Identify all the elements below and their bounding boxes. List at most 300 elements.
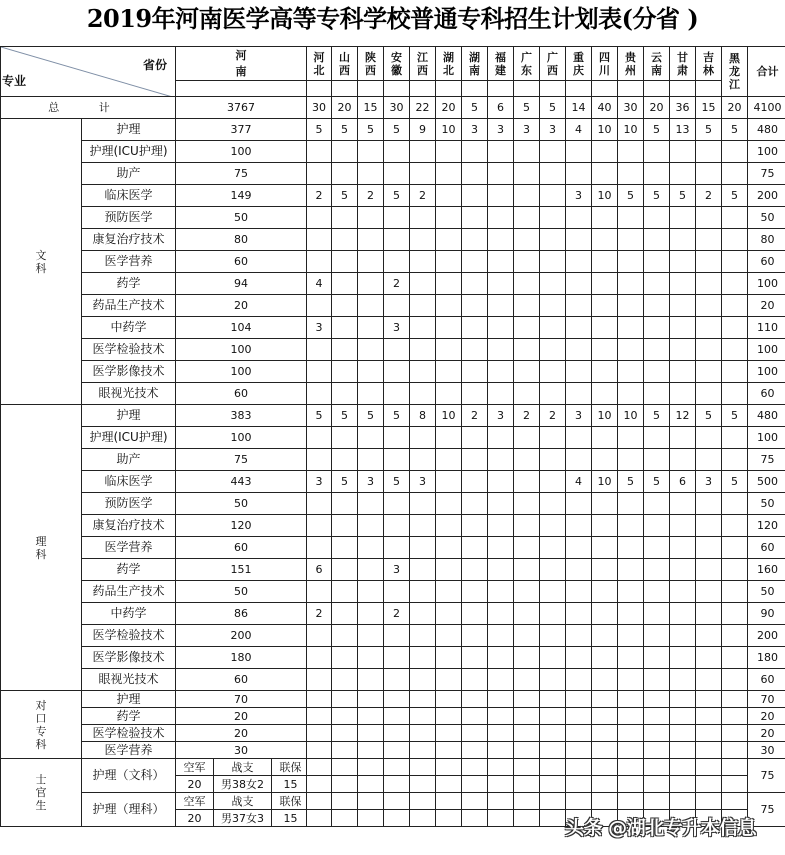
province-quota — [540, 207, 566, 229]
province-quota: 5 — [307, 405, 332, 427]
major-name: 护理(ICU护理) — [82, 427, 176, 449]
province-name: 湖南 — [469, 50, 480, 77]
header-province-sub — [410, 81, 436, 97]
province-name: 贵州 — [625, 50, 636, 77]
province-quota: 3 — [514, 119, 540, 141]
province-quota — [592, 691, 618, 708]
province-quota — [436, 339, 462, 361]
province-quota — [566, 141, 592, 163]
province-quota — [514, 742, 540, 759]
province-name: 甘肃 — [677, 50, 688, 77]
table-row — [1, 559, 785, 581]
page-title: 2019年河南医学高等专科学校普通专科招生计划表(分省 ) — [86, 4, 699, 33]
province-quota — [644, 229, 670, 251]
province-quota — [618, 383, 644, 405]
province-quota — [644, 383, 670, 405]
province-quota — [722, 669, 748, 691]
province-quota — [358, 625, 384, 647]
header-province — [384, 47, 410, 81]
province-quota — [644, 295, 670, 317]
province-quota: 5 — [696, 119, 722, 141]
province-quota — [307, 427, 332, 449]
province-quota — [722, 776, 748, 793]
province-quota — [670, 581, 696, 603]
province-quota: 2 — [410, 185, 436, 207]
province-quota — [332, 725, 358, 742]
province-quota: 9 — [410, 119, 436, 141]
province-quota: 5 — [384, 119, 410, 141]
grand-total-province: 6 — [488, 97, 514, 119]
major-name: 护理（文科） — [82, 759, 176, 793]
province-quota — [618, 559, 644, 581]
province-quota: 5 — [384, 471, 410, 493]
henan-quota: 383 — [176, 405, 307, 427]
province-quota — [436, 776, 462, 793]
table-row — [1, 229, 785, 251]
province-quota — [436, 515, 462, 537]
province-quota — [722, 537, 748, 559]
province-quota — [332, 625, 358, 647]
major-name: 医学影像技术 — [82, 361, 176, 383]
province-quota — [540, 810, 566, 827]
major-name: 护理 — [82, 119, 176, 141]
province-quota — [644, 317, 670, 339]
province-quota: 6 — [307, 559, 332, 581]
province-quota — [436, 559, 462, 581]
province-quota — [436, 647, 462, 669]
province-quota — [566, 625, 592, 647]
province-quota — [462, 361, 488, 383]
province-quota — [696, 295, 722, 317]
province-name: 福建 — [495, 50, 506, 77]
province-quota: 3 — [696, 471, 722, 493]
province-quota — [592, 427, 618, 449]
province-name: 黑龙江 — [729, 52, 740, 91]
province-quota — [644, 427, 670, 449]
table-row — [1, 537, 785, 559]
major-axis-label: 专业 — [2, 74, 27, 88]
province-quota — [696, 537, 722, 559]
province-quota — [696, 708, 722, 725]
province-quota — [566, 317, 592, 339]
header-province — [566, 47, 592, 81]
province-quota — [592, 537, 618, 559]
province-quota — [358, 207, 384, 229]
province-quota — [410, 251, 436, 273]
province-quota — [540, 361, 566, 383]
row-total: 50 — [748, 581, 785, 603]
province-quota — [566, 776, 592, 793]
province-quota — [488, 725, 514, 742]
province-quota — [307, 339, 332, 361]
province-quota — [514, 251, 540, 273]
province-quota: 5 — [384, 405, 410, 427]
province-quota — [384, 207, 410, 229]
major-name: 医学营养 — [82, 537, 176, 559]
province-quota — [644, 708, 670, 725]
province-quota — [488, 793, 514, 810]
province-quota — [488, 383, 514, 405]
province-quota — [540, 725, 566, 742]
province-quota — [332, 361, 358, 383]
province-quota — [592, 647, 618, 669]
province-quota: 4 — [566, 471, 592, 493]
province-quota — [384, 691, 410, 708]
province-quota — [358, 449, 384, 471]
henan-quota: 104 — [176, 317, 307, 339]
province-quota — [307, 229, 332, 251]
grand-total-province: 36 — [670, 97, 696, 119]
grand-total-henan: 3767 — [176, 97, 307, 119]
province-quota — [307, 793, 332, 810]
province-quota — [514, 383, 540, 405]
province-quota — [332, 691, 358, 708]
category-cell — [1, 119, 82, 405]
province-quota — [358, 273, 384, 295]
province-quota — [358, 163, 384, 185]
province-quota — [384, 163, 410, 185]
province-quota — [488, 603, 514, 625]
province-quota — [618, 581, 644, 603]
province-quota — [670, 515, 696, 537]
henan-quota: 100 — [176, 361, 307, 383]
category-cell — [1, 759, 82, 827]
province-quota: 5 — [722, 471, 748, 493]
province-quota — [358, 708, 384, 725]
province-quota — [722, 383, 748, 405]
header-province-sub — [618, 81, 644, 97]
province-quota — [307, 515, 332, 537]
province-quota — [358, 493, 384, 515]
province-quota — [644, 515, 670, 537]
province-quota — [696, 339, 722, 361]
province-quota — [332, 793, 358, 810]
province-quota — [722, 361, 748, 383]
province-quota — [618, 742, 644, 759]
branch-value: 15 — [283, 811, 298, 825]
province-quota — [566, 493, 592, 515]
province-quota — [722, 295, 748, 317]
province-quota — [436, 383, 462, 405]
province-quota — [307, 251, 332, 273]
grand-total-province: 5 — [540, 97, 566, 119]
henan-quota: 60 — [176, 537, 307, 559]
province-quota — [514, 581, 540, 603]
province-quota: 5 — [722, 185, 748, 207]
province-quota — [488, 229, 514, 251]
province-quota: 6 — [670, 471, 696, 493]
province-quota — [462, 207, 488, 229]
province-quota — [644, 581, 670, 603]
province-quota — [696, 251, 722, 273]
table-row — [1, 119, 785, 141]
province-quota — [644, 759, 670, 776]
province-quota — [410, 603, 436, 625]
province-quota — [618, 317, 644, 339]
province-quota — [540, 793, 566, 810]
major-name: 临床医学 — [82, 185, 176, 207]
province-quota — [592, 493, 618, 515]
province-quota — [696, 759, 722, 776]
province-quota — [307, 537, 332, 559]
province-quota — [358, 295, 384, 317]
row-total: 50 — [748, 207, 785, 229]
major-name: 临床医学 — [82, 471, 176, 493]
province-quota — [696, 581, 722, 603]
province-quota — [410, 759, 436, 776]
province-quota — [332, 251, 358, 273]
table-row — [1, 361, 785, 383]
province-quota — [384, 383, 410, 405]
province-quota — [696, 669, 722, 691]
province-quota — [592, 229, 618, 251]
province-quota — [462, 339, 488, 361]
province-quota — [514, 207, 540, 229]
table-row — [1, 708, 785, 725]
province-axis-label: 省份 — [142, 58, 167, 72]
province-quota: 5 — [332, 471, 358, 493]
major-name: 药学 — [82, 708, 176, 725]
province-quota — [670, 449, 696, 471]
table-row — [1, 383, 785, 405]
province-quota — [462, 759, 488, 776]
province-quota — [462, 776, 488, 793]
province-quota — [670, 251, 696, 273]
row-total: 100 — [748, 141, 785, 163]
province-quota — [307, 207, 332, 229]
province-quota — [566, 581, 592, 603]
province-quota — [540, 251, 566, 273]
major-name: 中药学 — [82, 603, 176, 625]
major-name: 药品生产技术 — [82, 295, 176, 317]
province-quota — [307, 725, 332, 742]
province-quota — [618, 691, 644, 708]
henan-quota: 443 — [176, 471, 307, 493]
header-province — [514, 47, 540, 81]
province-quota — [722, 207, 748, 229]
header-province — [462, 47, 488, 81]
province-quota — [358, 361, 384, 383]
header-province — [722, 47, 748, 97]
province-quota — [540, 647, 566, 669]
province-quota — [358, 581, 384, 603]
province-quota — [384, 793, 410, 810]
province-quota — [488, 273, 514, 295]
province-quota — [696, 427, 722, 449]
province-quota — [462, 647, 488, 669]
henan-quota: 180 — [176, 647, 307, 669]
province-quota — [670, 141, 696, 163]
province-quota — [307, 776, 332, 793]
province-quota — [566, 427, 592, 449]
province-quota — [722, 581, 748, 603]
category-cell — [1, 691, 82, 759]
province-quota — [540, 759, 566, 776]
province-quota — [436, 163, 462, 185]
province-quota — [384, 427, 410, 449]
province-quota — [436, 493, 462, 515]
province-quota — [696, 776, 722, 793]
province-quota — [722, 229, 748, 251]
henan-quota: 80 — [176, 229, 307, 251]
province-quota — [332, 339, 358, 361]
province-quota — [410, 449, 436, 471]
province-quota — [592, 141, 618, 163]
province-quota — [488, 515, 514, 537]
province-quota: 5 — [644, 405, 670, 427]
header-province — [436, 47, 462, 81]
province-quota — [540, 603, 566, 625]
province-quota — [436, 317, 462, 339]
branch-value: 男37女3 — [214, 810, 272, 827]
province-quota — [410, 537, 436, 559]
province-quota — [722, 603, 748, 625]
henan-quota: 60 — [176, 669, 307, 691]
header-province-sub — [358, 81, 384, 97]
province-quota — [462, 581, 488, 603]
province-quota — [644, 625, 670, 647]
category-cell — [1, 405, 82, 691]
province-quota — [332, 742, 358, 759]
province-quota — [696, 647, 722, 669]
province-quota — [462, 251, 488, 273]
province-quota — [540, 493, 566, 515]
province-quota: 5 — [358, 119, 384, 141]
province-quota — [696, 515, 722, 537]
province-quota — [592, 625, 618, 647]
henan-quota: 100 — [176, 141, 307, 163]
province-quota: 5 — [644, 471, 670, 493]
row-total: 100 — [748, 273, 785, 295]
province-quota — [307, 691, 332, 708]
henan-quota: 70 — [176, 691, 307, 708]
province-quota — [514, 515, 540, 537]
province-quota — [462, 471, 488, 493]
province-quota — [566, 759, 592, 776]
province-quota — [618, 793, 644, 810]
province-name: 吉林 — [703, 50, 714, 77]
henan-quota: 50 — [176, 493, 307, 515]
province-quota — [410, 515, 436, 537]
row-total: 500 — [748, 471, 785, 493]
row-total: 100 — [748, 361, 785, 383]
major-name: 医学检验技术 — [82, 339, 176, 361]
province-quota — [436, 361, 462, 383]
henan-quota: 86 — [176, 603, 307, 625]
province-quota — [436, 742, 462, 759]
header-province — [540, 47, 566, 81]
header-province-sub — [384, 81, 410, 97]
province-quota — [566, 559, 592, 581]
watermark: 头条 @湖北专升本信息 — [565, 817, 757, 839]
province-quota — [462, 273, 488, 295]
province-quota — [410, 776, 436, 793]
province-quota — [540, 273, 566, 295]
province-quota — [618, 251, 644, 273]
province-quota — [462, 317, 488, 339]
major-name: 医学检验技术 — [82, 725, 176, 742]
province-quota — [722, 691, 748, 708]
grand-total-province: 20 — [332, 97, 358, 119]
province-quota — [332, 163, 358, 185]
province-quota — [358, 141, 384, 163]
province-quota — [436, 708, 462, 725]
province-quota: 5 — [722, 405, 748, 427]
province-quota — [566, 251, 592, 273]
province-quota — [566, 603, 592, 625]
province-quota — [436, 471, 462, 493]
province-quota — [644, 691, 670, 708]
major-name: 医学影像技术 — [82, 647, 176, 669]
header-henan — [176, 47, 307, 81]
row-total: 60 — [748, 669, 785, 691]
province-quota — [462, 229, 488, 251]
henan-quota: 94 — [176, 273, 307, 295]
province-quota — [384, 251, 410, 273]
henan-quota: 100 — [176, 427, 307, 449]
province-quota — [436, 449, 462, 471]
province-quota — [384, 725, 410, 742]
province-quota — [488, 669, 514, 691]
province-quota — [722, 339, 748, 361]
province-quota: 10 — [592, 471, 618, 493]
province-quota: 5 — [332, 405, 358, 427]
province-quota — [332, 708, 358, 725]
province-quota — [307, 163, 332, 185]
province-quota — [514, 141, 540, 163]
province-quota — [644, 273, 670, 295]
province-name: 山西 — [339, 50, 350, 77]
province-quota — [462, 537, 488, 559]
province-quota — [722, 449, 748, 471]
major-name: 医学检验技术 — [82, 625, 176, 647]
province-quota: 5 — [332, 119, 358, 141]
province-quota — [644, 493, 670, 515]
header-province — [618, 47, 644, 81]
province-quota: 3 — [540, 119, 566, 141]
province-quota — [384, 625, 410, 647]
grand-total-province: 15 — [696, 97, 722, 119]
province-quota — [696, 141, 722, 163]
table-row — [1, 471, 785, 493]
soldier-branch-table — [176, 793, 307, 826]
province-quota — [592, 361, 618, 383]
province-quota — [488, 251, 514, 273]
province-quota — [514, 493, 540, 515]
province-quota — [332, 141, 358, 163]
header-province-sub — [670, 81, 696, 97]
branch-header: 联保 — [272, 793, 307, 810]
province-quota — [592, 742, 618, 759]
province-quota — [514, 229, 540, 251]
province-quota — [410, 559, 436, 581]
major-name: 预防医学 — [82, 493, 176, 515]
province-quota — [436, 185, 462, 207]
province-quota — [488, 537, 514, 559]
major-name: 医学营养 — [82, 251, 176, 273]
province-quota — [410, 581, 436, 603]
table-row — [1, 669, 785, 691]
header-province — [307, 47, 332, 81]
province-name: 广东 — [521, 50, 532, 77]
category-label: 士官生 — [35, 773, 47, 812]
province-quota — [332, 273, 358, 295]
henan-quota: 20 — [176, 725, 307, 742]
row-total: 110 — [748, 317, 785, 339]
table-row — [1, 141, 785, 163]
branch-value: 15 — [283, 777, 298, 791]
header-province-sub — [488, 81, 514, 97]
